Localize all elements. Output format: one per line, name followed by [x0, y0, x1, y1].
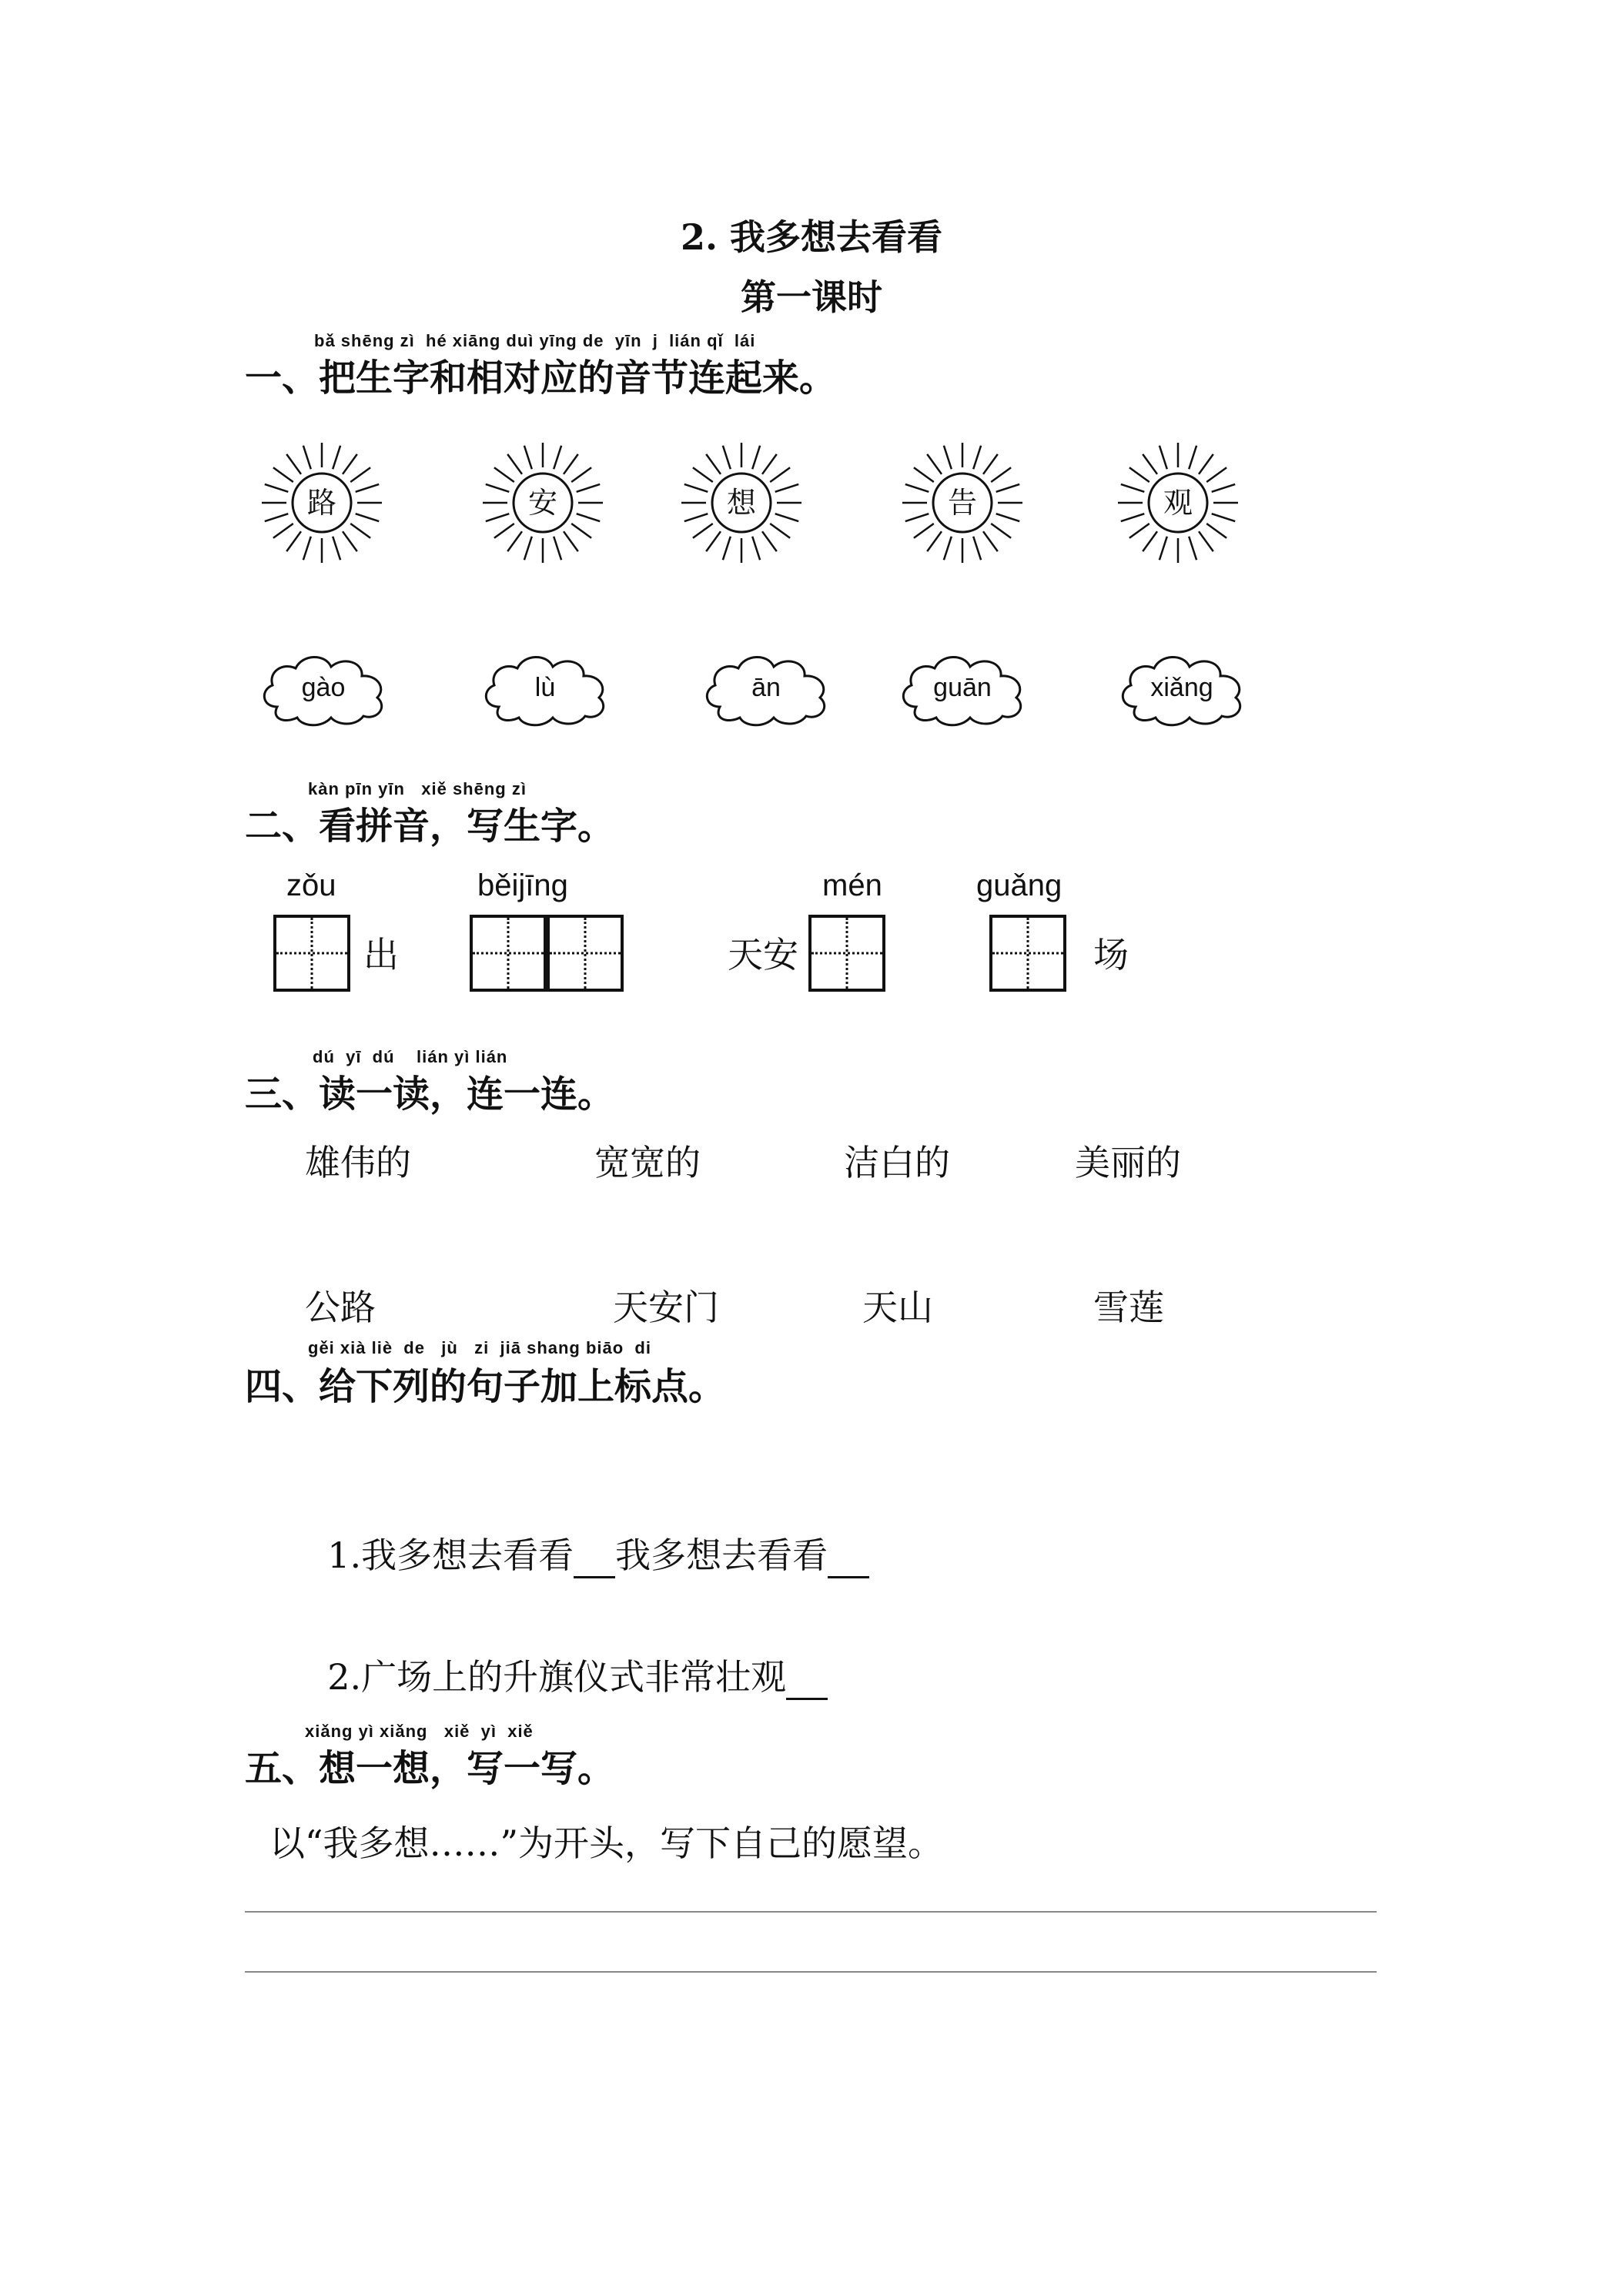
cloud-4[interactable]: [893, 645, 1032, 730]
after-guang: 场: [1093, 934, 1129, 976]
section4-pinyin: gěi xià liè de jù zi jiā shang biāo di: [308, 1338, 651, 1357]
sun-1[interactable]: [256, 437, 387, 568]
after-zou: 出: [363, 934, 399, 976]
cloud-pinyin: xiǎng: [1150, 673, 1213, 702]
pinyin-men: mén: [822, 869, 882, 902]
writing-grid-jing[interactable]: [547, 915, 624, 992]
word-top-2[interactable]: 宽宽的: [594, 1142, 701, 1183]
sun-character: 告: [947, 486, 977, 520]
sun-character: 观: [1163, 486, 1193, 520]
word-bottom-1[interactable]: 公路: [305, 1287, 376, 1328]
cloud-pinyin: ān: [751, 673, 781, 702]
sun-character: 想: [726, 486, 756, 520]
section3-heading: 三、读一读，连一连。: [245, 1073, 615, 1116]
punctuation-blank-3[interactable]: [786, 1664, 828, 1700]
cloud-2[interactable]: [476, 645, 614, 730]
sentence-2: [305, 1608, 828, 1700]
word-bottom-3[interactable]: 天山: [862, 1287, 933, 1328]
lesson-subtitle: 第一课时: [741, 276, 882, 318]
writing-grid-zou[interactable]: [273, 915, 350, 992]
punctuation-blank-1[interactable]: [574, 1542, 615, 1578]
section1-pinyin: bǎ shēng zì hé xiāng duì yīng de yīn j lián qǐ lái: [314, 331, 756, 350]
sun-4[interactable]: [897, 437, 1028, 568]
writing-line-1[interactable]: [245, 1911, 1377, 1913]
page-title: 2. 我多想去看看: [680, 216, 943, 258]
section2-heading: 二、看拼音，写生字。: [245, 805, 615, 848]
section5-heading: 五、想一想，写一写。: [245, 1747, 615, 1790]
word-bottom-2[interactable]: 天安门: [613, 1287, 719, 1328]
before-men: 天安: [728, 934, 798, 976]
cloud-1[interactable]: [254, 645, 393, 730]
sun-2[interactable]: [477, 437, 608, 568]
section1-heading: 一、把生字和相对应的音节连起来。: [245, 356, 837, 400]
sentence-1a: 1.我多想去看看: [327, 1535, 574, 1576]
writing-prompt: 以“我多想……”为开头，写下自己的愿望。: [269, 1822, 944, 1864]
cloud-3[interactable]: [697, 645, 835, 730]
sun-5[interactable]: [1113, 437, 1243, 568]
cloud-pinyin: gào: [301, 673, 346, 702]
pinyin-zou: zǒu: [286, 869, 336, 902]
sun-character: 安: [527, 486, 557, 520]
sentence-1b: 我多想去看看: [615, 1535, 828, 1576]
section4-heading: 四、给下列的句子加上标点。: [245, 1365, 726, 1408]
pinyin-beijing: běijīng: [477, 869, 568, 902]
cloud-pinyin: lù: [534, 673, 556, 702]
writing-grid-guang[interactable]: [989, 915, 1066, 992]
sun-character: 路: [306, 486, 336, 520]
cloud-5[interactable]: [1113, 645, 1251, 730]
section5-pinyin: xiǎng yì xiǎng xiě yì xiě: [305, 1722, 534, 1741]
punctuation-blank-2[interactable]: [828, 1542, 869, 1578]
section2-pinyin: kàn pīn yīn xiě shēng zì: [308, 779, 527, 798]
word-top-1[interactable]: 雄伟的: [305, 1142, 411, 1183]
section3-pinyin: dú yī dú lián yì lián: [313, 1047, 508, 1066]
writing-line-2[interactable]: [245, 1971, 1377, 1973]
sentence-2-text: 2.广场上的升旗仪式非常壮观: [327, 1656, 787, 1698]
writing-grid-men[interactable]: [808, 915, 885, 992]
word-top-4[interactable]: 美丽的: [1075, 1142, 1181, 1183]
cloud-pinyin: guān: [933, 673, 992, 702]
word-bottom-4[interactable]: 雪莲: [1093, 1287, 1164, 1328]
word-top-3[interactable]: 洁白的: [844, 1142, 950, 1183]
writing-grid-bei[interactable]: [470, 915, 547, 992]
pinyin-guang: guǎng: [976, 869, 1062, 902]
sentence-1: [305, 1486, 869, 1578]
sun-3[interactable]: [676, 437, 807, 568]
